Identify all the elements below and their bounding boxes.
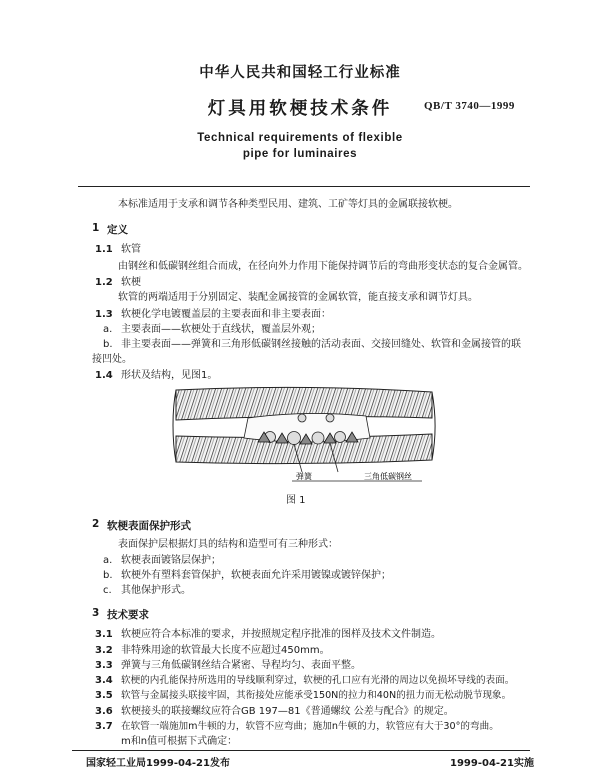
clause-3-3-text: 弹簧与三角低碳钢丝结合紧密、导程均匀、表面平整。 xyxy=(121,660,361,671)
section-2-c-text: 其他保护形式。 xyxy=(121,585,191,596)
clause-3-3-number: 3.3 xyxy=(95,660,113,671)
issuer-heading: 中华人民共和国轻工行业标准 xyxy=(199,65,401,81)
clause-3-2-number: 3.2 xyxy=(95,645,113,656)
section-2-c-label: c. xyxy=(103,585,112,596)
section-1-title: 定义 xyxy=(107,224,128,236)
english-title-line-2: pipe for luminaires xyxy=(242,147,358,160)
label-triangle-wire: 三角低碳钢丝 xyxy=(364,472,412,481)
clause-1-3-number: 1.3 xyxy=(95,309,113,320)
footer-divider xyxy=(72,750,530,751)
clause-3-7-note: m和n值可根据下式确定： xyxy=(121,736,238,747)
clause-1-2-title: 软梗 xyxy=(121,277,141,288)
issue-date: 国家轻工业局1999-04-21发布 xyxy=(86,758,230,769)
label-spring: 弹簧 xyxy=(296,472,312,481)
standard-number: QB/T 3740—1999 xyxy=(424,100,515,112)
english-title-line-1: Technical requirements of flexible xyxy=(197,132,403,144)
english-title xyxy=(0,131,600,162)
clause-1-3-text: 软梗化学电镀覆盖层的主要表面和非主要表面： xyxy=(121,309,331,320)
section-2-title: 软梗表面保护形式 xyxy=(107,520,191,532)
section-2-a-label: a. xyxy=(103,555,113,566)
clause-1-1-title: 软管 xyxy=(121,244,141,255)
document-title: 灯具用软梗技术条件 xyxy=(207,99,393,119)
clause-3-7-number: 3.7 xyxy=(95,721,113,732)
clause-1-4-text: 形状及结构，见图1。 xyxy=(121,370,218,381)
effective-date: 1999-04-21实施 xyxy=(450,758,534,769)
section-2-b-label: b. xyxy=(103,570,113,581)
clause-3-4-text: 软梗的内孔能保持所选用的导线顺利穿过，软梗的孔口应有光滑的周边以免损坏导线的表面。 xyxy=(121,675,515,686)
clause-3-5-number: 3.5 xyxy=(95,690,113,701)
section-3-title: 技术要求 xyxy=(107,609,149,621)
section-1-number: 1 xyxy=(92,222,100,234)
scope-paragraph: 本标准适用于支承和调节各种类型民用、建筑、工矿等灯具的金属联接软梗。 xyxy=(118,199,458,210)
figure-1-drawing xyxy=(170,380,440,490)
clause-1-3-b-label: b. xyxy=(103,339,113,350)
clause-3-1-number: 3.1 xyxy=(95,629,113,640)
clause-3-1-text: 软梗应符合本标准的要求，并按照规定程序批准的图样及技术文件制造。 xyxy=(121,629,441,640)
section-2-b-text: 软梗外有塑料套管保护，软梗表面允许采用镀镍或镀锌保护； xyxy=(121,570,391,581)
clause-3-5-text: 软管与金属接头联接牢固，其衔接处应能承受150N的拉力和40N的扭力而无松动脱节现象。 xyxy=(121,690,512,701)
clause-1-3-b-text: 非主要表面——弹簧和三角形低碳钢丝接触的活动表面、交接回缝处、软管和金属接管的联 xyxy=(121,339,521,350)
clause-3-6-number: 3.6 xyxy=(95,706,113,717)
clause-1-1-number: 1.1 xyxy=(95,244,113,255)
figure-1-caption: 图 1 xyxy=(286,495,306,506)
clause-1-1-text: 由钢丝和低碳钢丝组合而成，在径向外力作用下能保持调节后的弯曲形变状态的复合金属管。 xyxy=(118,261,528,272)
section-3-number: 3 xyxy=(92,607,100,619)
header-divider xyxy=(78,186,530,187)
clause-1-3-b-text-cont: 接凹处。 xyxy=(92,354,132,365)
clause-1-4-number: 1.4 xyxy=(95,370,113,381)
section-2-a-text: 软梗表面镀铬层保护； xyxy=(121,555,221,566)
clause-3-2-text: 非特殊用途的软管最大长度不应超过450mm。 xyxy=(121,645,330,656)
clause-3-6-text: 软梗接头的联接螺纹应符合GB 197—81《普通螺纹 公差与配合》的规定。 xyxy=(121,706,454,717)
clause-3-4-number: 3.4 xyxy=(95,675,113,686)
clause-1-3-a-label: a. xyxy=(103,324,113,335)
section-2-text: 表面保护层根据灯具的结构和造型可有三种形式： xyxy=(118,539,338,550)
clause-1-2-text: 软管的两端适用于分别固定、装配金属接管的金属软管，能直接支承和调节灯具。 xyxy=(118,292,478,303)
section-2-number: 2 xyxy=(92,518,100,530)
clause-1-2-number: 1.2 xyxy=(95,277,113,288)
clause-3-7-text: 在软管一端施加m牛顿的力，软管不应弯曲；施加n牛顿的力，软管应有大于30°的弯曲。 xyxy=(121,721,499,732)
clause-1-3-a-text: 主要表面——软梗处于直线状，覆盖层外观； xyxy=(121,324,321,335)
